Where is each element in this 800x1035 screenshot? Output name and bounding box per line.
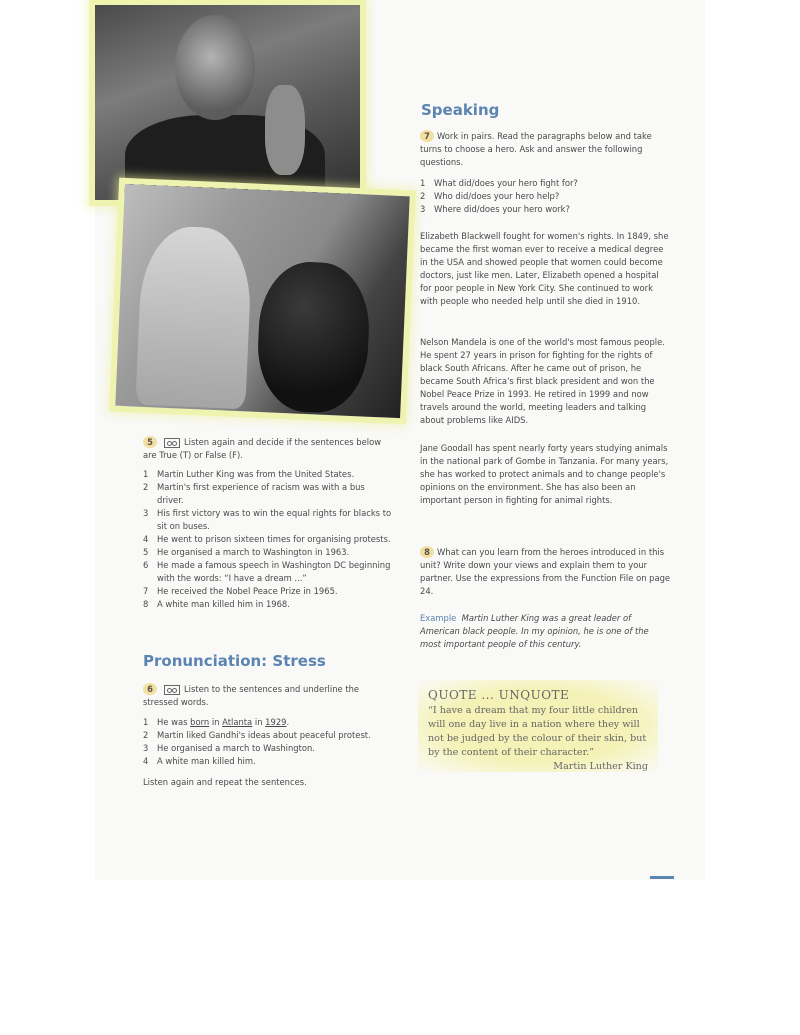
- repeat-instruction: Listen again and repeat the sentences.: [143, 777, 307, 787]
- exercise-number-badge: 5: [143, 436, 157, 448]
- example-text: Martin Luther King was a great leader of American black people. In my opinion, he is one of the most important people of this century.: [420, 613, 649, 649]
- exercise-5: [143, 436, 393, 611]
- list-item: 4 A white man killed him.: [143, 756, 256, 766]
- exercise-number-badge: 7: [420, 130, 434, 142]
- list-item: 6 He made a famous speech in Washington DC beginning with the words: “I have a dream ...”: [143, 560, 391, 583]
- list-item: 1 What did/does your hero fight for?: [420, 178, 578, 188]
- quote-title: QUOTE ... UNQUOTE: [428, 688, 570, 702]
- exercise-7: [420, 130, 670, 216]
- true-false-list: [143, 468, 393, 611]
- paragraph-jane-goodall: Jane Goodall has spent nearly forty years studying animals in the national park of Gombe in Tanzania. For many years, she has worked to protect animals and to change people's opinions on the environment. She has also been an important person in fighting for animal rights.: [420, 443, 669, 505]
- list-item: 5 He organised a march to Washington in 1963.: [143, 547, 350, 557]
- list-item: 3 His first victory was to win the equal rights for blacks to sit on buses.: [143, 508, 392, 531]
- list-item: 2 Who did/does your hero help?: [420, 191, 560, 201]
- example: [420, 612, 672, 651]
- list-item: 3 He organised a march to Washington.: [143, 743, 315, 753]
- example-label: Example: [420, 613, 457, 623]
- speaking-title: Speaking: [421, 101, 500, 119]
- exercise-5-instruction: 5 Listen again and decide if the sentences below are True (T) or False (F).: [143, 437, 382, 460]
- cassette-icon: [164, 685, 180, 695]
- list-item: 8 A white man killed him in 1968.: [143, 599, 290, 609]
- list-item: 2 Martin liked Gandhi's ideas about peaceful protest.: [143, 730, 371, 740]
- exercise-6: [143, 683, 393, 789]
- paragraph-nelson-mandela: Nelson Mandela is one of the world's most famous people. He spent 27 years in prison for fighting for the rights of black South Africans. After he came out of prison, he became South Africa's first black president and won the Nobel Peace Prize in 1993. He retired in 1999 and now travels around the world, meeting leaders and talking about problems like AIDS.: [420, 337, 665, 425]
- hands-shape: [265, 85, 305, 175]
- pronunciation-title: Pronunciation: Stress: [143, 652, 326, 670]
- chimpanzee-shape: [255, 260, 371, 415]
- cassette-icon: [164, 438, 180, 448]
- exercise-number-badge: 6: [143, 683, 157, 695]
- quote-text: “I have a dream that my four little children will one day live in a nation where they will not be judged by the colour of their skin, but by the content of their character.” Martin Luther King: [428, 705, 648, 772]
- list-item: 2 Martin's first experience of racism was with a bus driver.: [143, 482, 365, 505]
- exercise-6-instruction: 6 Listen to the sentences and underline the stressed words.: [143, 684, 360, 707]
- list-item: 1 He was born in Atlanta in 1929.: [143, 717, 290, 727]
- exercise-number-badge: 8: [420, 546, 434, 558]
- jane-goodall-photo: [115, 184, 409, 418]
- list-item: 7 He received the Nobel Peace Prize in 1965.: [143, 586, 338, 596]
- question-list: [420, 177, 670, 216]
- stress-list: [143, 716, 393, 768]
- decorative-line: [650, 876, 674, 879]
- list-item: 4 He went to prison sixteen times for organising protests.: [143, 534, 391, 544]
- list-item: 1 Martin Luther King was from the United States.: [143, 469, 355, 479]
- list-item: 3 Where did/does your hero work?: [420, 204, 570, 214]
- face-shape: [175, 15, 255, 120]
- exercise-7-instruction: 7 Work in pairs. Read the paragraphs below and take turns to choose a hero. Ask and answer the following questions.: [420, 131, 652, 167]
- nelson-mandela-photo: [95, 5, 360, 200]
- exercise-8-instruction: 8 What can you learn from the heroes introduced in this unit? Write down your views and explain them to your partner. Use the expressions from the Function File on page 24.: [420, 547, 671, 596]
- paragraph-elizabeth-blackwell: Elizabeth Blackwell fought for women's rights. In 1849, she became the first woman ever to receive a medical degree in the USA and showed people that women could become doctors, just like men. Later, Elizabeth opened a hospital for poor people in New York City. She continued to work with people who needed help until she died in 1910.: [420, 231, 669, 306]
- quote-box: [418, 680, 658, 772]
- quote-author: Martin Luther King: [553, 761, 648, 772]
- person-shape: [135, 225, 253, 410]
